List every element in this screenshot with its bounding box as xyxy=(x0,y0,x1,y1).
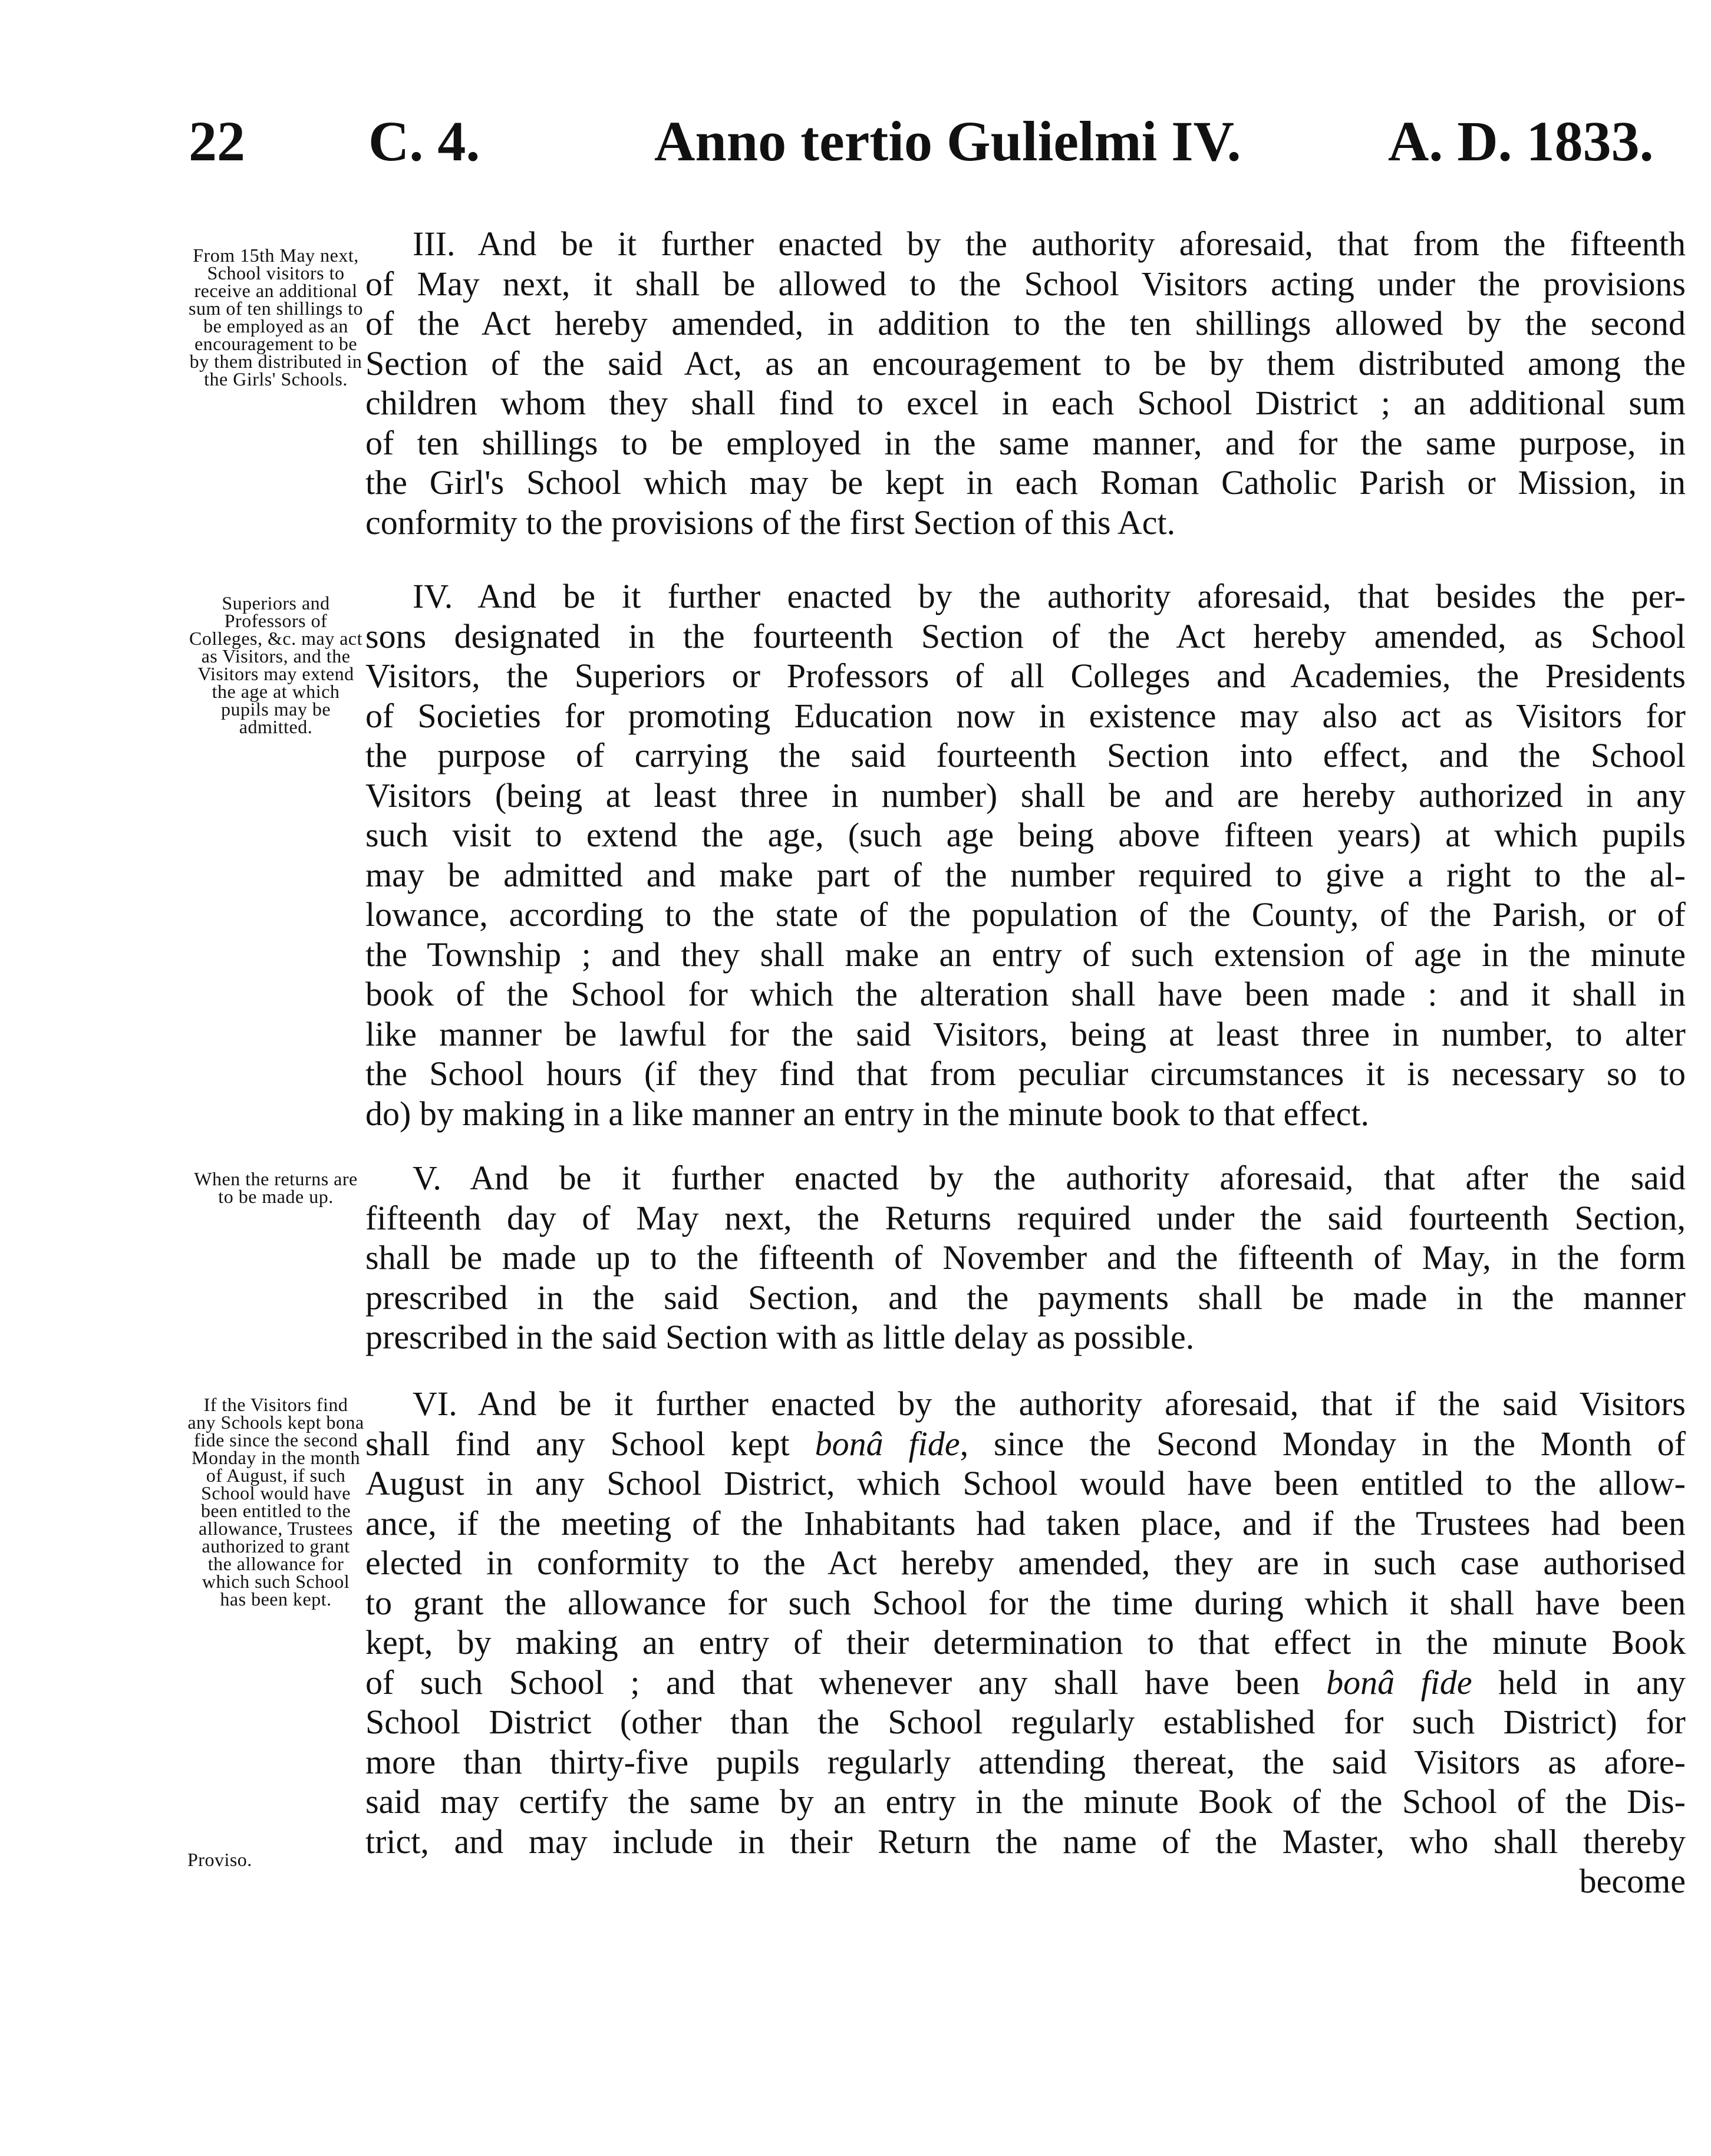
text-line: VI. And be it further enacted by the authority aforesaid, that if the said Visitors xyxy=(413,1384,1686,1423)
text-line: of the Act hereby amended, in addition to the ten shillings allowed by the second xyxy=(365,304,1686,342)
text-line: V. And be it further enacted by the authority aforesaid, that after the said xyxy=(413,1159,1686,1197)
text-line: of ten shillings to be employed in the same manner, and for the same purpose, in xyxy=(365,423,1686,462)
text-line: prescribed in the said Section with as little delay as possible. xyxy=(365,1318,1195,1356)
page-number: 22 xyxy=(189,110,245,173)
text-line: August in any School District, which School would have been entitled to the allow- xyxy=(365,1464,1686,1502)
text-line: do) by making in a like manner an entry in the minute book to that effect. xyxy=(365,1094,1370,1133)
text-line: of Societies for promoting Education now in existence may also act as Visitors for xyxy=(365,696,1686,735)
text-line: shall find any School kept bonâ fide, since the Second Monday in the Month of xyxy=(365,1424,1686,1463)
text-line: like manner be lawful for the said Visitors, being at least three in number, to alter xyxy=(365,1014,1686,1053)
text-line: the purpose of carrying the said fourteenth Section into effect, and the School xyxy=(365,736,1686,774)
text-line: elected in conformity to the Act hereby amended, they are in such case authorised xyxy=(365,1544,1686,1582)
text-line: Section of the said Act, as an encouragement to be by them distributed among the xyxy=(365,344,1686,383)
catchword: become xyxy=(1579,1862,1686,1900)
text-line: Visitors (being at least three in number) shall be and are hereby authorized in any xyxy=(365,776,1686,815)
margin-note: If the Visitors find any Schools kept bona fide since the second Monday in the month of August, if such School would have been entitled to the allowance, Trustees authorized to grant the allowance for which such School has been kept. xyxy=(187,1394,364,1610)
year-label: A. D. 1833. xyxy=(1388,110,1654,173)
text-line: more than thirty-five pupils regularly attending thereat, the said Visitors as afore- xyxy=(365,1742,1686,1781)
text-line: the School hours (if they find that from peculiar circumstances it is necessary so to xyxy=(365,1054,1686,1093)
text-line: sons designated in the fourteenth Section of the Act hereby amended, as School xyxy=(365,617,1686,655)
text-line: shall be made up to the fifteenth of November and the fifteenth of May, in the form xyxy=(365,1238,1686,1277)
text-line: III. And be it further enacted by the authority aforesaid, that from the fifteenth xyxy=(413,225,1686,263)
section-vi xyxy=(365,1384,1686,1901)
text-line: of May next, it shall be allowed to the School Visitors acting under the provisions xyxy=(365,264,1686,303)
text-line: ance, if the meeting of the Inhabitants had taken place, and if the Trustees had been xyxy=(365,1504,1686,1542)
section-iii xyxy=(365,224,1686,542)
text-line: IV. And be it further enacted by the authority aforesaid, that besides the per- xyxy=(413,577,1686,615)
margin-note: When the returns are to be made up. xyxy=(194,1168,358,1207)
text-line: the Girl's School which may be kept in each Roman Catholic Parish or Mission, in xyxy=(365,463,1686,502)
section-iv xyxy=(365,576,1686,1133)
text-line: prescribed in the said Section, and the payments shall be made in the manner xyxy=(365,1278,1686,1317)
text-line: children whom they shall find to excel in each School District ; an additional sum xyxy=(365,384,1686,422)
text-line: book of the School for which the alteration shall have been made : and it shall in xyxy=(365,975,1686,1013)
chapter-label: C. 4. xyxy=(368,110,480,173)
text-line: fifteenth day of May next, the Returns required under the said fourteenth Section, xyxy=(365,1198,1686,1237)
margin-note: From 15th May next, School visitors to receive an additional sum of ten shillings to be employed as an encouragement to be by them distributed in the Girls' Schools. xyxy=(189,245,363,390)
text-line: such visit to extend the age, (such age being above fifteen years) at which pupils xyxy=(365,816,1686,854)
margin-note-proviso: Proviso. xyxy=(187,1849,252,1870)
text-line: Visitors, the Superiors or Professors of all Colleges and Academies, the Presidents xyxy=(365,657,1686,695)
page-title: Anno tertio Gulielmi IV. xyxy=(654,110,1241,173)
text-line: School District (other than the School regularly established for such District) for xyxy=(365,1703,1686,1741)
margin-note: Superiors and Professors of Colleges, &c. may act as Visitors, and the Visitors may extend the age at which pupils may be admitted. xyxy=(189,592,362,737)
text-line: said may certify the same by an entry in the minute Book of the School of the Dis- xyxy=(365,1782,1686,1821)
text-line: to grant the allowance for such School for the time during which it shall have been xyxy=(365,1583,1686,1622)
text-line: trict, and may include in their Return the name of the Master, who shall thereby xyxy=(365,1822,1686,1861)
text-line: may be admitted and make part of the number required to give a right to the al- xyxy=(365,855,1686,894)
text-line: lowance, according to the state of the population of the County, of the Parish, or of xyxy=(365,895,1686,934)
text-line: the Township ; and they shall make an entry of such extension of age in the minute xyxy=(365,935,1686,974)
text-line: conformity to the provisions of the first Section of this Act. xyxy=(365,503,1176,542)
section-v xyxy=(365,1158,1686,1357)
text-line: kept, by making an entry of their determination to that effect in the minute Book xyxy=(365,1623,1686,1661)
text-line: of such School ; and that whenever any shall have been bonâ fide held in any xyxy=(365,1663,1686,1702)
running-header xyxy=(0,109,1711,186)
